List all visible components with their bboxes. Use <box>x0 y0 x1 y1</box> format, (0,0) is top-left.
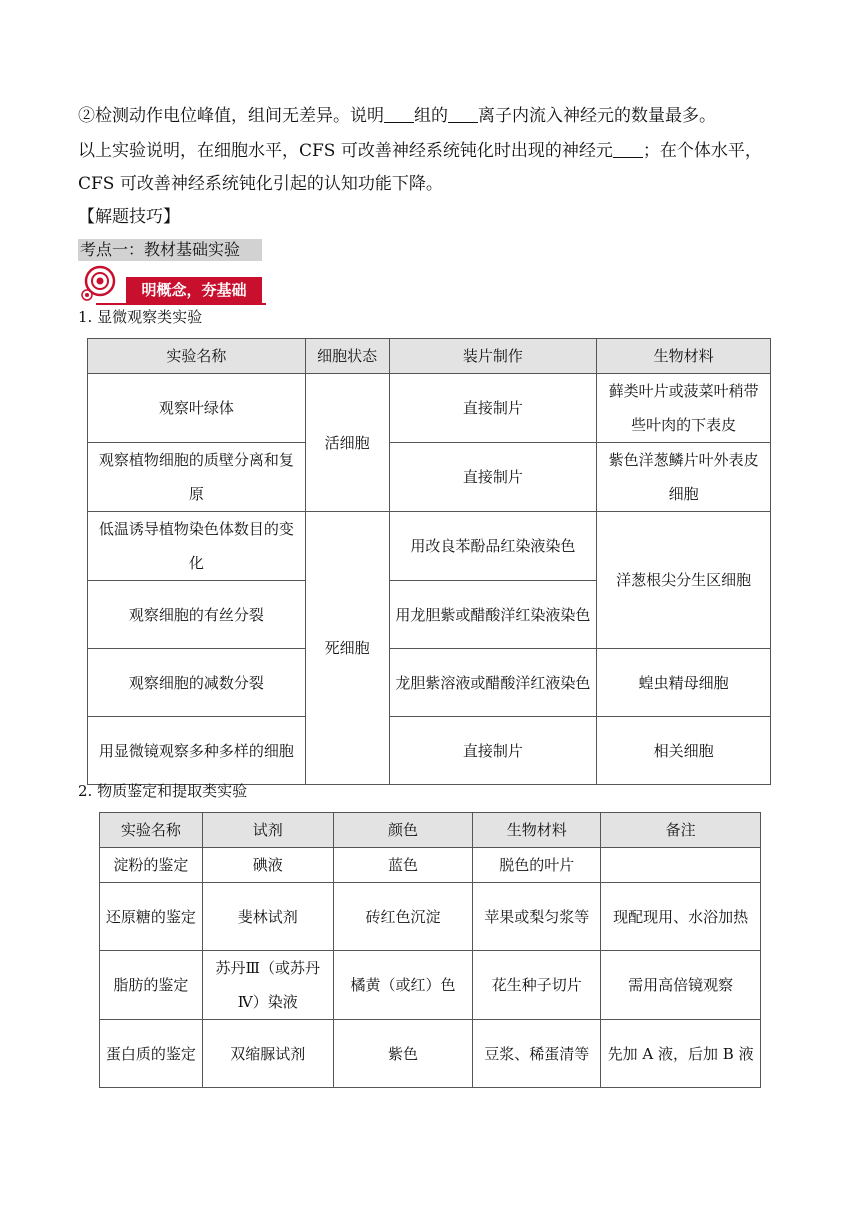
cell-note: 需用高倍镜观察 <box>601 951 761 1020</box>
table-row <box>100 951 761 1020</box>
text-segment: 离子内流入神经元的数量最多。 <box>478 106 716 126</box>
paragraph-line-1 <box>78 106 716 126</box>
cell-material: 藓类叶片或菠菜叶稍带些叶肉的下表皮 <box>597 374 771 443</box>
cell-experiment: 观察叶绿体 <box>88 374 306 443</box>
microscopy-table <box>87 338 771 785</box>
cell-reagent: 苏丹Ⅲ（或苏丹Ⅳ）染液 <box>202 951 333 1020</box>
header-cell: 备注 <box>601 813 761 848</box>
fill-blank[interactable] <box>613 143 643 158</box>
table-row <box>88 717 771 785</box>
table-row <box>88 512 771 581</box>
cell-note: 现配现用、水浴加热 <box>601 883 761 951</box>
text-segment: ；在个体水平， <box>642 141 762 161</box>
cell-prep: 龙胆紫溶液或醋酸洋红液染色 <box>389 649 597 717</box>
header-cell: 生物材料 <box>473 813 601 848</box>
header-cell: 实验名称 <box>100 813 203 848</box>
cell-material: 豆浆、稀蛋清等 <box>473 1020 601 1088</box>
table-row <box>88 649 771 717</box>
banner-underline <box>96 303 266 305</box>
cell-color: 紫色 <box>333 1020 473 1088</box>
section-heading-2: 2. 物质鉴定和提取类实验 <box>78 782 248 800</box>
table-row <box>88 443 771 512</box>
cell-experiment: 低温诱导植物染色体数目的变化 <box>88 512 306 581</box>
cell-color: 蓝色 <box>333 848 473 883</box>
cell-prep: 直接制片 <box>389 443 597 512</box>
cell-experiment: 用显微镜观察多种多样的细胞 <box>88 717 306 785</box>
cell-experiment: 观察细胞的减数分裂 <box>88 649 306 717</box>
cell-experiment: 还原糖的鉴定 <box>100 883 203 951</box>
cell-experiment: 蛋白质的鉴定 <box>100 1020 203 1088</box>
header-cell: 生物材料 <box>597 339 771 374</box>
text-segment: 以上实验说明，在细胞水平，CFS 可改善神经系统钝化时出现的神经元 <box>78 141 613 161</box>
paragraph-line-3: CFS 可改善神经系统钝化引起的认知功能下降。 <box>78 174 443 194</box>
cell-color: 砖红色沉淀 <box>333 883 473 951</box>
cell-material: 洋葱根尖分生区细胞 <box>597 512 771 649</box>
cell-material: 蝗虫精母细胞 <box>597 649 771 717</box>
cell-experiment: 淀粉的鉴定 <box>100 848 203 883</box>
cell-prep: 直接制片 <box>389 717 597 785</box>
cell-cell-state: 活细胞 <box>305 374 389 512</box>
topic-heading: 考点一：教材基础实验 <box>78 239 262 261</box>
cell-material: 紫色洋葱鳞片叶外表皮细胞 <box>597 443 771 512</box>
header-cell: 颜色 <box>333 813 473 848</box>
cell-color: 橘黄（或红）色 <box>333 951 473 1020</box>
cell-experiment: 脂肪的鉴定 <box>100 951 203 1020</box>
cell-reagent: 碘液 <box>202 848 333 883</box>
cell-reagent: 双缩脲试剂 <box>202 1020 333 1088</box>
target-rings-icon <box>78 265 128 307</box>
cell-note <box>601 848 761 883</box>
fill-blank[interactable] <box>384 108 414 123</box>
cell-prep: 用改良苯酚品红染液染色 <box>389 512 597 581</box>
text-segment: 组的 <box>414 106 448 126</box>
header-cell: 装片制作 <box>389 339 597 374</box>
cell-material: 相关细胞 <box>597 717 771 785</box>
section-heading-1: 1. 显微观察类实验 <box>78 308 203 326</box>
banner-label: 明概念，夯基础 <box>126 277 262 303</box>
table-header-row <box>88 339 771 374</box>
table-row <box>100 1020 761 1088</box>
header-cell: 实验名称 <box>88 339 306 374</box>
identification-table <box>99 812 761 1088</box>
header-cell: 细胞状态 <box>305 339 389 374</box>
concept-banner <box>78 265 268 305</box>
cell-experiment: 观察植物细胞的质壁分离和复原 <box>88 443 306 512</box>
cell-material: 花生种子切片 <box>473 951 601 1020</box>
cell-material: 苹果或梨匀浆等 <box>473 883 601 951</box>
table-row <box>100 883 761 951</box>
table-row <box>100 848 761 883</box>
section-label-tips: 【解题技巧】 <box>78 207 180 227</box>
cell-prep: 直接制片 <box>389 374 597 443</box>
paragraph-line-2 <box>78 141 762 161</box>
cell-reagent: 斐林试剂 <box>202 883 333 951</box>
table-header-row <box>100 813 761 848</box>
table-row <box>88 374 771 443</box>
cell-note: 先加 A 液，后加 B 液 <box>601 1020 761 1088</box>
cell-material: 脱色的叶片 <box>473 848 601 883</box>
cell-cell-state: 死细胞 <box>305 512 389 785</box>
header-cell: 试剂 <box>202 813 333 848</box>
cell-prep: 用龙胆紫或醋酸洋红染液染色 <box>389 581 597 649</box>
fill-blank[interactable] <box>448 108 478 123</box>
text-segment: ②检测动作电位峰值，组间无差异。说明 <box>78 106 384 126</box>
cell-experiment: 观察细胞的有丝分裂 <box>88 581 306 649</box>
